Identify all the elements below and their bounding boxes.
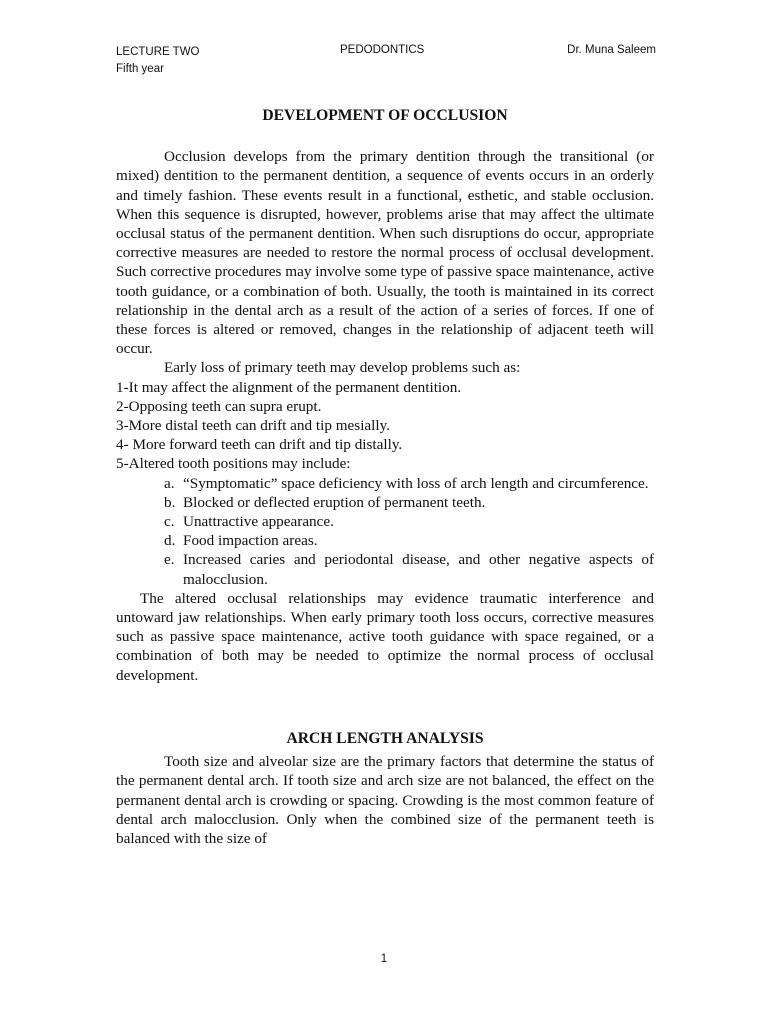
lecture-label: LECTURE TWO bbox=[116, 46, 200, 58]
item-label: e. bbox=[164, 551, 175, 569]
author-label: Dr. Muna Saleem bbox=[567, 44, 656, 56]
problems-list bbox=[116, 378, 654, 474]
altered-position-item bbox=[164, 512, 654, 531]
problem-item: 4- More forward teeth can drift and tip distally. bbox=[116, 436, 403, 454]
altered-position-item bbox=[164, 493, 654, 512]
altered-position-item bbox=[164, 550, 654, 588]
item-text: Blocked or deflected eruption of permanent teeth. bbox=[183, 493, 486, 511]
paragraph-arch-length: Tooth size and alveolar size are the primary factors that determine the status of the permanent dental arch. If tooth size and arch size are not balanced, the effect on the permanent dental arch is crowding or spacing. Crowding is the most common feature of dental arch malocclusion. Only when the combined size of the permanent teeth is balanced with the size of bbox=[116, 753, 654, 847]
year-label: Fifth year bbox=[116, 63, 164, 75]
item-label: a. bbox=[164, 474, 175, 492]
altered-positions-list bbox=[116, 474, 654, 589]
problem-item: 1-It may affect the alignment of the permanent dentition. bbox=[116, 378, 462, 396]
item-text: Unattractive appearance. bbox=[183, 513, 334, 531]
item-text: Food impaction areas. bbox=[183, 532, 318, 550]
header-left bbox=[116, 44, 200, 78]
item-label: b. bbox=[164, 493, 176, 511]
problem-item: 2-Opposing teeth can supra erupt. bbox=[116, 397, 322, 415]
paragraph-early-loss: Early loss of primary teeth may develop problems such as: bbox=[164, 359, 521, 377]
document-body bbox=[116, 106, 654, 848]
section-title: ARCH LENGTH ANALYSIS bbox=[286, 729, 484, 747]
item-text: “Symptomatic” space deficiency with loss of arch length and circumference. bbox=[183, 474, 649, 492]
altered-position-item bbox=[164, 531, 654, 550]
problem-item: 3-More distal teeth can drift and tip mesially. bbox=[116, 417, 390, 435]
altered-position-item bbox=[164, 474, 654, 493]
item-text: Increased caries and periodontal disease, and other negative aspects of malocclusion. bbox=[183, 551, 654, 588]
item-label: c. bbox=[164, 513, 175, 531]
paragraph-intro: Occlusion develops from the primary dentition through the transitional (or mixed) dentition to the permanent dentition, a sequence of events occurs in an orderly and timely fashion. These events result in a functional, esthetic, and stable occlusion. When this sequence is disrupted, however, problems arise that may affect the ultimate occlusal status of the permanent dentition. When such disruptions do occur, appropriate corrective measures are needed to restore the normal process of occlusal development. Such corrective procedures may involve some type of passive space maintenance, active tooth guidance, or a combination of both. Usually, the tooth is maintained in its correct relationship in the dental arch as a result of the action of a series of forces. If one of these forces is altered or removed, changes in the relationship of adjacent teeth will occur. bbox=[116, 148, 654, 358]
problem-item: 5-Altered tooth positions may include: bbox=[116, 455, 351, 473]
page-number: 1 bbox=[380, 953, 388, 965]
item-label: d. bbox=[164, 532, 176, 550]
course-label: PEDODONTICS bbox=[340, 44, 425, 56]
paragraph-altered-relationships: The altered occlusal relationships may evidence traumatic interference and untoward jaw relationships. When early primary tooth loss occurs, corrective measures such as passive space maintenance, active tooth guidance with space regained, or a combination of both may be needed to optimize the normal process of occlusal development. bbox=[116, 589, 654, 684]
page-title: DEVELOPMENT OF OCCLUSION bbox=[262, 107, 508, 124]
